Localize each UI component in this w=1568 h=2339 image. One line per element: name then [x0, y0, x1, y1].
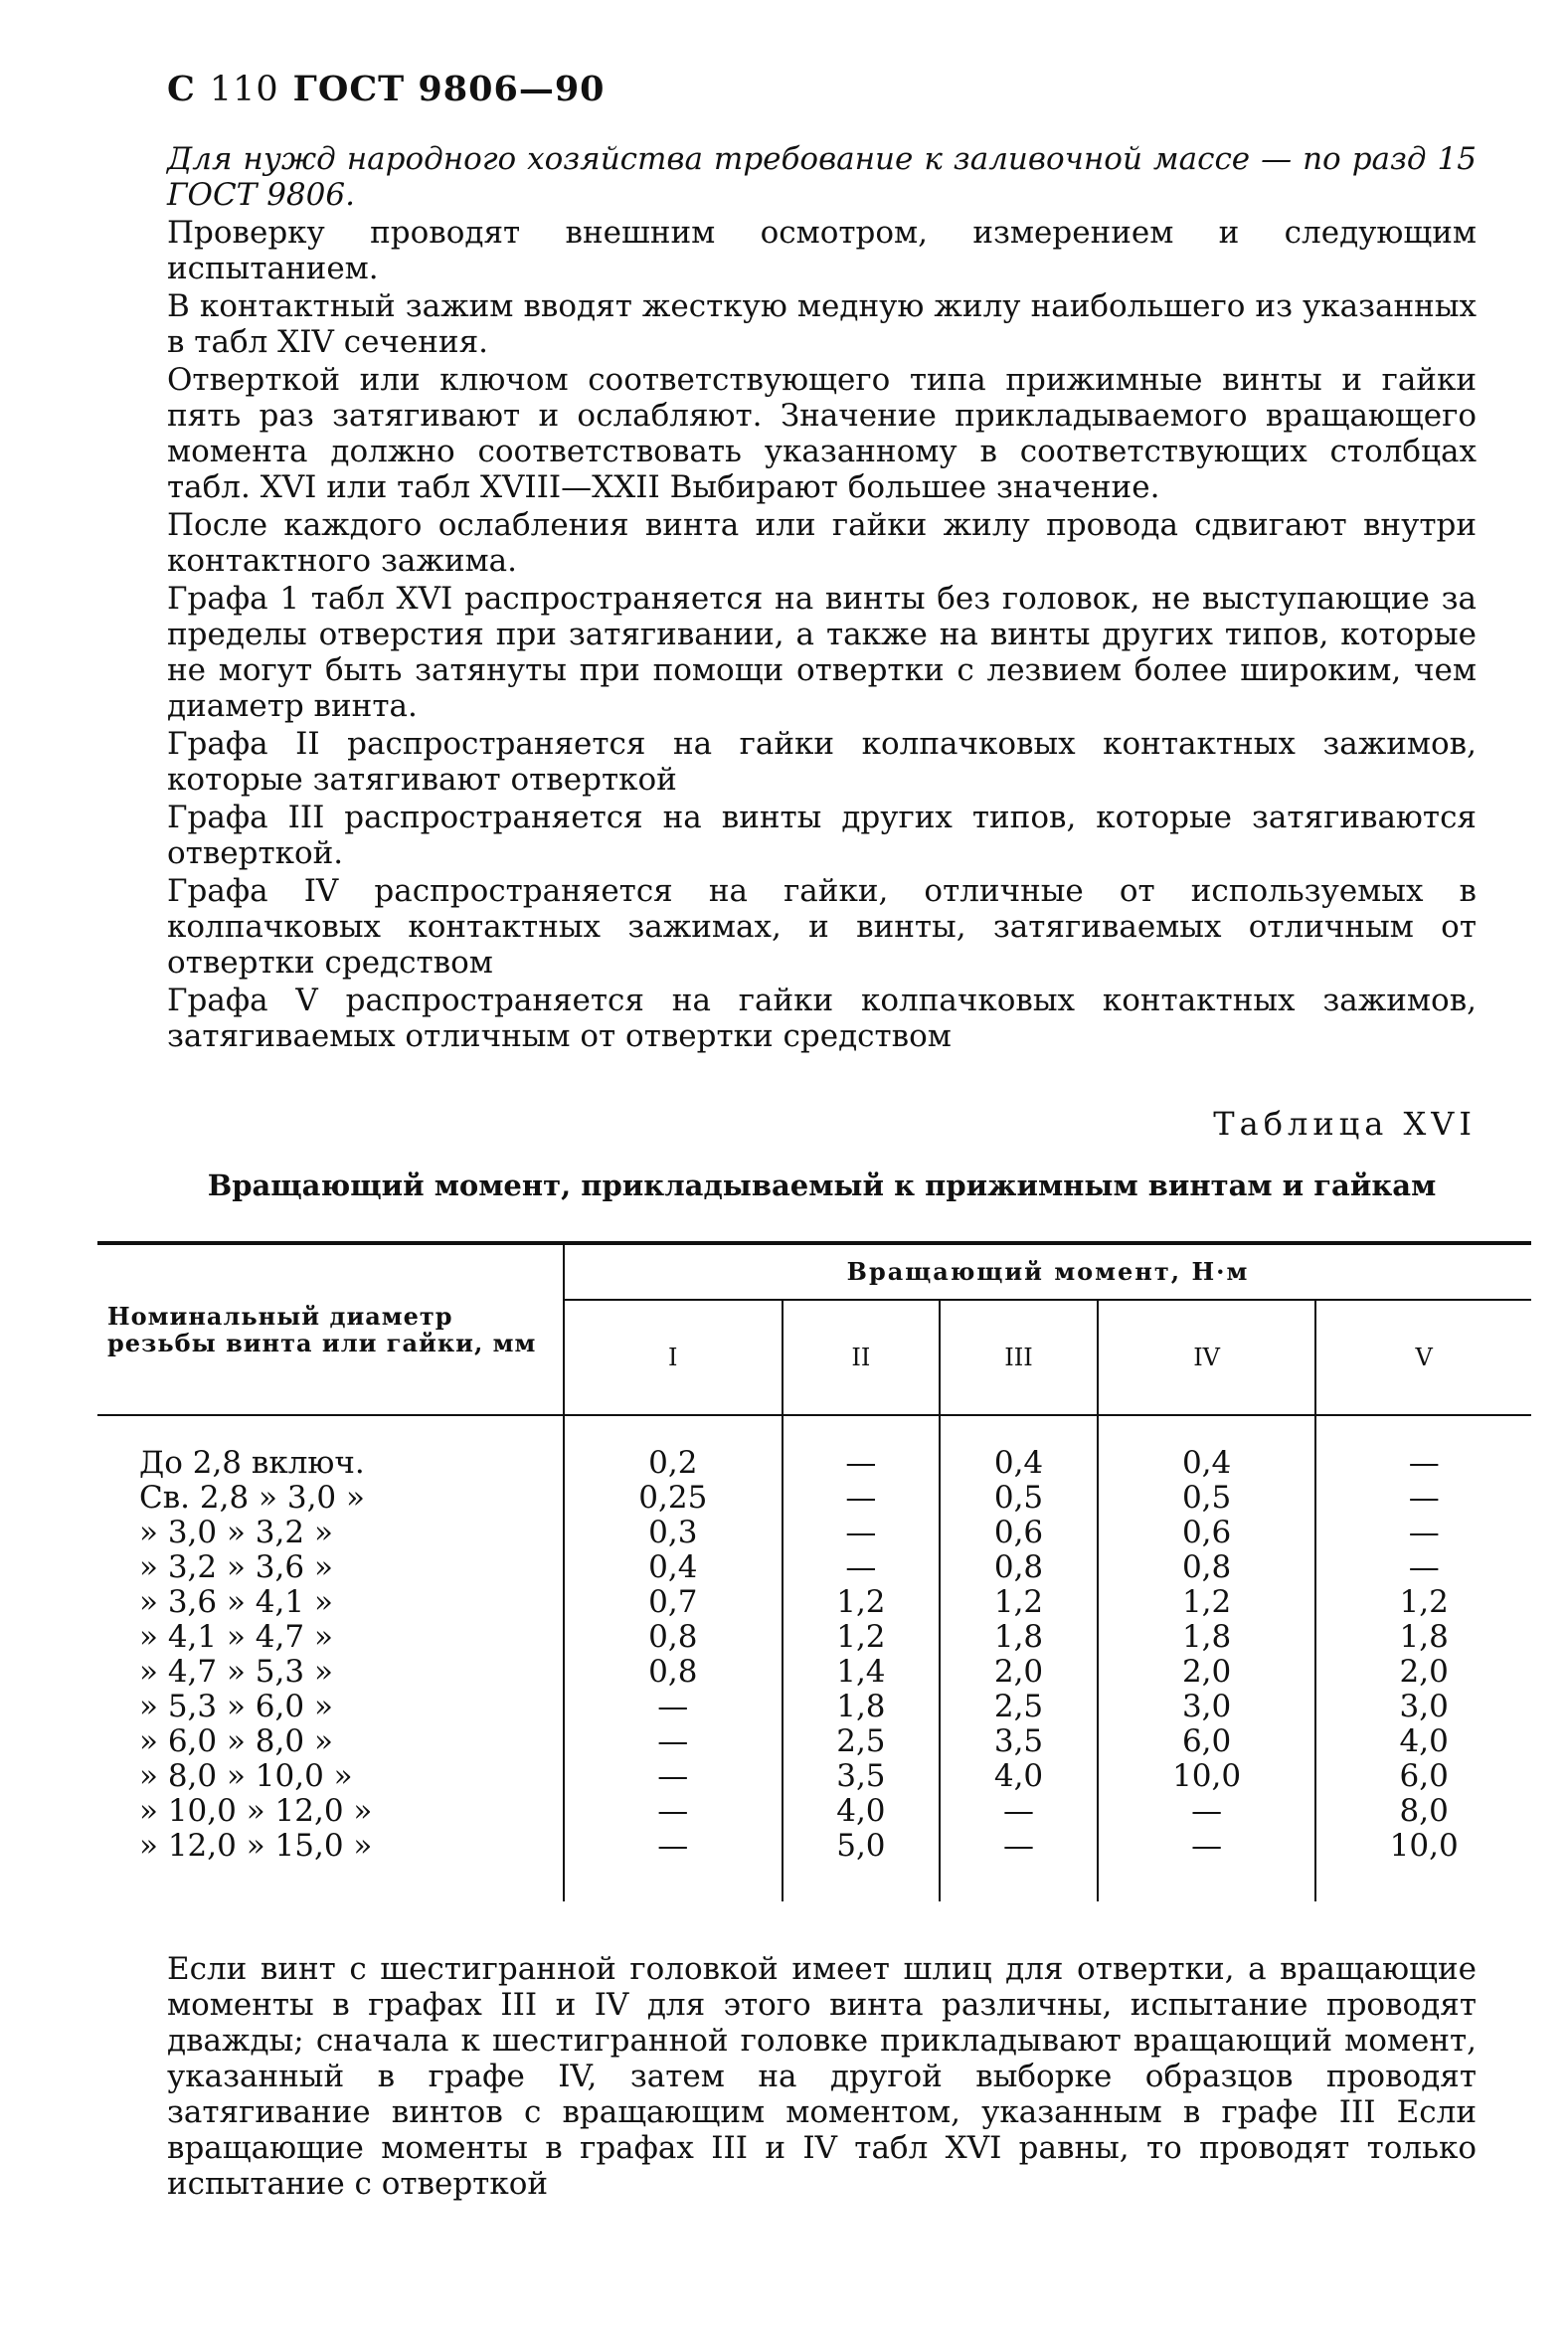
torque-value-cell: 0,4 — [564, 1550, 783, 1585]
diameter-range-cell: » 5,3 » 6,0 » — [97, 1690, 564, 1724]
diameter-range-cell: До 2,8 включ. — [97, 1415, 564, 1481]
torque-value-cell: 3,5 — [783, 1759, 941, 1794]
table-row — [97, 1585, 1531, 1620]
diameter-range-cell: » 3,0 » 3,2 » — [97, 1516, 564, 1550]
paragraph: Проверку проводят внешним осмотром, измерением и следующим испытанием. — [167, 215, 1477, 286]
torque-value-cell: 1,8 — [1399, 1619, 1449, 1655]
column-header: V — [1315, 1300, 1531, 1415]
after-table-paragraph: Если винт с шестигранной головкой имеет шлиц для отвертки, а вращающие моменты в графах III и IV для этого винта различны, испытание проводят дважды; сначала к шестигранной головке прикладывают вращающий момент, указанный в графе IV, затем на другой выборке образцов проводят затягивание винтов с вращающим моментом, указанным в графе III Если вращающие моменты в графах III и IV табл XVI равны, то проводят только испытание с отверткой — [167, 1951, 1477, 2202]
torque-value-cell: 10,0 — [1098, 1759, 1316, 1794]
table-row — [97, 1516, 1531, 1550]
torque-value-cell: 0,8 — [940, 1550, 1098, 1585]
page-header — [167, 69, 1477, 109]
torque-value-cell: — — [564, 1829, 783, 1901]
torque-value-cell: — — [783, 1550, 941, 1585]
diameter-range-cell: » 6,0 » 8,0 » — [97, 1724, 564, 1759]
torque-value-cell: 6,0 — [1098, 1724, 1316, 1759]
torque-value-cell: — — [783, 1516, 941, 1550]
torque-value-cell: 2,5 — [783, 1724, 941, 1759]
table-body — [97, 1415, 1531, 1901]
torque-value-cell: 0,8 — [564, 1620, 783, 1655]
torque-value-cell: 1,4 — [783, 1655, 941, 1690]
table-row — [97, 1481, 1531, 1516]
table-row — [97, 1829, 1531, 1901]
torque-value-cell: 1,2 — [783, 1585, 941, 1620]
torque-value-cell: 1,2 — [1399, 1584, 1449, 1620]
table-row — [97, 1690, 1531, 1724]
torque-value-cell: — — [1098, 1794, 1316, 1829]
torque-value-cell: — — [1408, 1445, 1440, 1481]
column-header: I — [564, 1300, 783, 1415]
torque-value-cell: 0,2 — [564, 1415, 783, 1481]
table-caption: Таблица XVI — [1213, 1105, 1477, 1143]
torque-value-cell: 1,8 — [940, 1620, 1098, 1655]
torque-value-cell: — — [1408, 1480, 1440, 1516]
torque-value-cell: 2,5 — [940, 1690, 1098, 1724]
torque-value-cell: 10,0 — [1389, 1828, 1459, 1864]
column-header: IV — [1098, 1300, 1316, 1415]
torque-value-cell: — — [564, 1690, 783, 1724]
torque-value-cell: 1,8 — [783, 1690, 941, 1724]
table-row — [97, 1724, 1531, 1759]
header-letter: С — [167, 69, 196, 109]
torque-value-cell: — — [940, 1829, 1098, 1901]
diameter-range-cell: » 10,0 » 12,0 » — [97, 1794, 564, 1829]
table-row — [97, 1415, 1531, 1481]
column-header: II — [783, 1300, 941, 1415]
torque-value-cell: — — [564, 1794, 783, 1829]
torque-value-cell: 0,25 — [564, 1481, 783, 1516]
paragraph: Отверткой или ключом соответствующего типа прижимные винты и гайки пять раз затягивают и ослабляют. Значение прикладываемого вращающего момента должно соответствовать указанному в соответствующих столбцах табл. XVI или табл XVIII—XXII Выбирают большее значение. — [167, 362, 1477, 505]
table-row — [97, 1794, 1531, 1829]
diameter-range-cell: » 8,0 » 10,0 » — [97, 1759, 564, 1794]
torque-value-cell: — — [783, 1415, 941, 1481]
paragraph: В контактный зажим вводят жесткую медную жилу наибольшего из указанных в табл XIV сечения. — [167, 288, 1477, 360]
torque-value-cell: 1,2 — [1098, 1585, 1316, 1620]
table-title: Вращающий момент, прикладываемый к прижимным винтам и гайкам — [207, 1169, 1437, 1202]
torque-value-cell: — — [1098, 1829, 1316, 1901]
torque-table — [97, 1241, 1531, 1901]
torque-value-cell: 4,0 — [940, 1759, 1098, 1794]
torque-value-cell: — — [940, 1794, 1098, 1829]
torque-value-cell: 0,6 — [940, 1516, 1098, 1550]
table-row — [97, 1550, 1531, 1585]
torque-value-cell: 1,2 — [783, 1620, 941, 1655]
torque-value-cell: 8,0 — [1399, 1793, 1449, 1829]
paragraph: Графа 1 табл XVI распространяется на винты без головок, не выступающие за пределы отверстия при затягивании, а также на винты других типов, которые не могут быть затянуты при помощи отвертки с лезвием более широким, чем диаметр винта. — [167, 581, 1477, 724]
torque-value-cell: — — [564, 1759, 783, 1794]
paragraph: Для нужд народного хозяйства требование к заливочной массе — по разд 15 ГОСТ 9806. — [167, 141, 1477, 213]
torque-value-cell: 4,0 — [1399, 1723, 1449, 1759]
table-row — [97, 1655, 1531, 1690]
torque-value-cell: 3,5 — [940, 1724, 1098, 1759]
torque-value-cell: 2,0 — [1399, 1654, 1449, 1690]
torque-value-cell: 0,4 — [1098, 1415, 1316, 1481]
torque-value-cell: 0,8 — [1098, 1550, 1316, 1585]
standard-code: ГОСТ 9806—90 — [292, 69, 606, 109]
diameter-range-cell: » 4,7 » 5,3 » — [97, 1655, 564, 1690]
torque-value-cell: 3,0 — [1098, 1690, 1316, 1724]
torque-value-cell: 0,4 — [940, 1415, 1098, 1481]
torque-value-cell: — — [783, 1481, 941, 1516]
paragraph: Графа IV распространяется на гайки, отличные от используемых в колпачковых контактных зажимах, и винты, затягиваемых отличным от отвертки средством — [167, 873, 1477, 981]
diameter-range-cell: » 3,6 » 4,1 » — [97, 1585, 564, 1620]
moment-header: Вращающий момент, Н·м — [564, 1243, 1531, 1300]
diameter-header: Номинальный диаметр резьбы винта или гайки, мм — [97, 1243, 564, 1415]
torque-value-cell: — — [1408, 1515, 1440, 1550]
torque-value-cell: 0,7 — [564, 1585, 783, 1620]
body-text — [167, 141, 1477, 1054]
torque-value-cell: 6,0 — [1399, 1758, 1449, 1794]
torque-value-cell: 0,3 — [564, 1516, 783, 1550]
table-row — [97, 1620, 1531, 1655]
torque-value-cell: 4,0 — [783, 1794, 941, 1829]
torque-value-cell: — — [1408, 1549, 1440, 1585]
torque-value-cell: 5,0 — [783, 1829, 941, 1901]
torque-value-cell: 0,5 — [940, 1481, 1098, 1516]
torque-value-cell: 2,0 — [1098, 1655, 1316, 1690]
torque-value-cell: 0,5 — [1098, 1481, 1316, 1516]
diameter-range-cell: » 12,0 » 15,0 » — [97, 1829, 564, 1901]
page-number: 110 — [209, 70, 279, 109]
torque-value-cell: 0,6 — [1098, 1516, 1316, 1550]
torque-value-cell: 0,8 — [564, 1655, 783, 1690]
paragraph: После каждого ослабления винта или гайки жилу провода сдвигают внутри контактного зажима. — [167, 507, 1477, 579]
torque-value-cell: 1,8 — [1098, 1620, 1316, 1655]
torque-value-cell: 2,0 — [940, 1655, 1098, 1690]
torque-value-cell: — — [564, 1724, 783, 1759]
torque-value-cell: 1,2 — [940, 1585, 1098, 1620]
column-header: III — [940, 1300, 1098, 1415]
table-row — [97, 1759, 1531, 1794]
diameter-range-cell: » 3,2 » 3,6 » — [97, 1550, 564, 1585]
diameter-range-cell: » 4,1 » 4,7 » — [97, 1620, 564, 1655]
paragraph: Графа III распространяется на винты других типов, которые затягиваются отверткой. — [167, 800, 1477, 871]
paragraph: Графа II распространяется на гайки колпачковых контактных зажимов, которые затягивают отверткой — [167, 726, 1477, 798]
diameter-range-cell: Св. 2,8 » 3,0 » — [97, 1481, 564, 1516]
torque-value-cell: 3,0 — [1399, 1689, 1449, 1724]
paragraph: Графа V распространяется на гайки колпачковых контактных зажимов, затягиваемых отличным от отвертки средством — [167, 983, 1477, 1054]
